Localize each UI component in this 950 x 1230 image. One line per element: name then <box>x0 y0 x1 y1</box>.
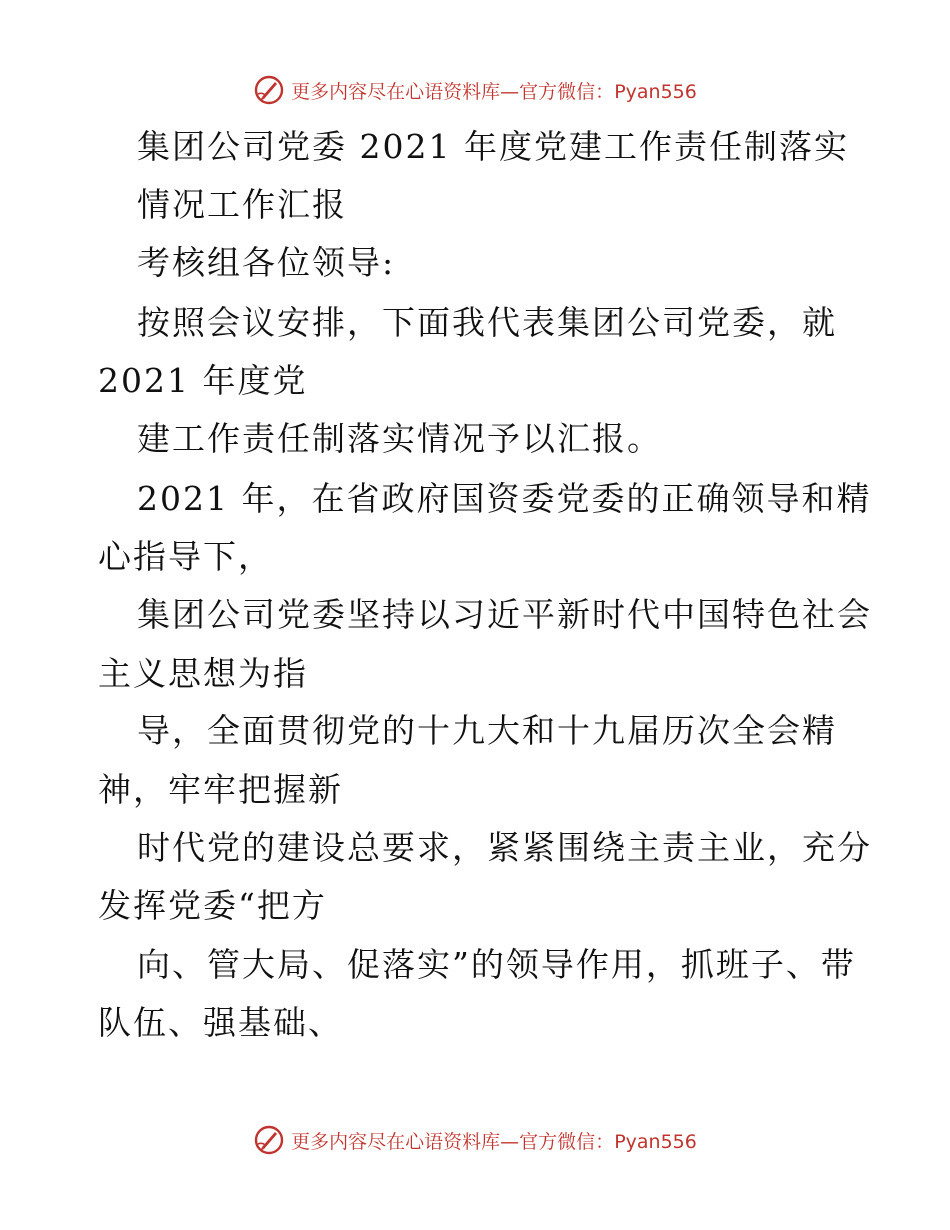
quill-pen-icon <box>253 1124 285 1156</box>
watermark-text <box>291 77 697 104</box>
watermark-dash: — <box>500 1130 520 1153</box>
paragraph-line: 时代党的建设总要求，紧紧围绕主责主业，充分 <box>137 828 872 867</box>
paragraph-line: 心指导下， <box>98 537 273 576</box>
paragraph-line: 向、管大局、促落实”的领导作用，抓班子、带 <box>137 945 856 984</box>
document-title-line-1: 集团公司党委 2021 年度党建工作责任制落实 <box>137 127 849 166</box>
paragraph-line: 主义思想为指 <box>98 654 308 693</box>
paragraph-line: 2021 年度党 <box>98 361 308 400</box>
document-salutation: 考核组各位领导: <box>137 243 396 282</box>
document-title-line-2: 情况工作汇报 <box>137 185 347 224</box>
watermark-id: Pyan556 <box>614 80 697 103</box>
paragraph-line: 集团公司党委坚持以习近平新时代中国特色社会 <box>137 595 872 634</box>
watermark-sub: 官方微信： <box>519 1130 615 1153</box>
watermark-dash: — <box>500 80 520 103</box>
paragraph-line: 建工作责任制落实情况予以汇报。 <box>137 419 662 458</box>
watermark-main: 更多内容尽在心语资料库 <box>291 1130 501 1153</box>
paragraph-line: 按照会议安排，下面我代表集团公司党委，就 <box>137 303 837 342</box>
watermark-sub: 官方微信： <box>519 80 615 103</box>
paragraph-line: 2021 年，在省政府国资委党委的正确领导和精 <box>137 479 872 518</box>
paragraph-line: 发挥党委“把方 <box>98 886 327 925</box>
watermark-main: 更多内容尽在心语资料库 <box>291 80 501 103</box>
watermark-footer <box>0 1120 950 1160</box>
paragraph-line: 神，牢牢把握新 <box>98 770 343 809</box>
watermark-id: Pyan556 <box>614 1130 697 1153</box>
paragraph-line: 导，全面贯彻党的十九大和十九届历次全会精 <box>137 711 837 750</box>
paragraph-line: 队伍、强基础、 <box>98 1003 343 1042</box>
quill-pen-icon <box>253 74 285 106</box>
watermark-header <box>0 70 950 110</box>
watermark-text <box>291 1127 697 1154</box>
